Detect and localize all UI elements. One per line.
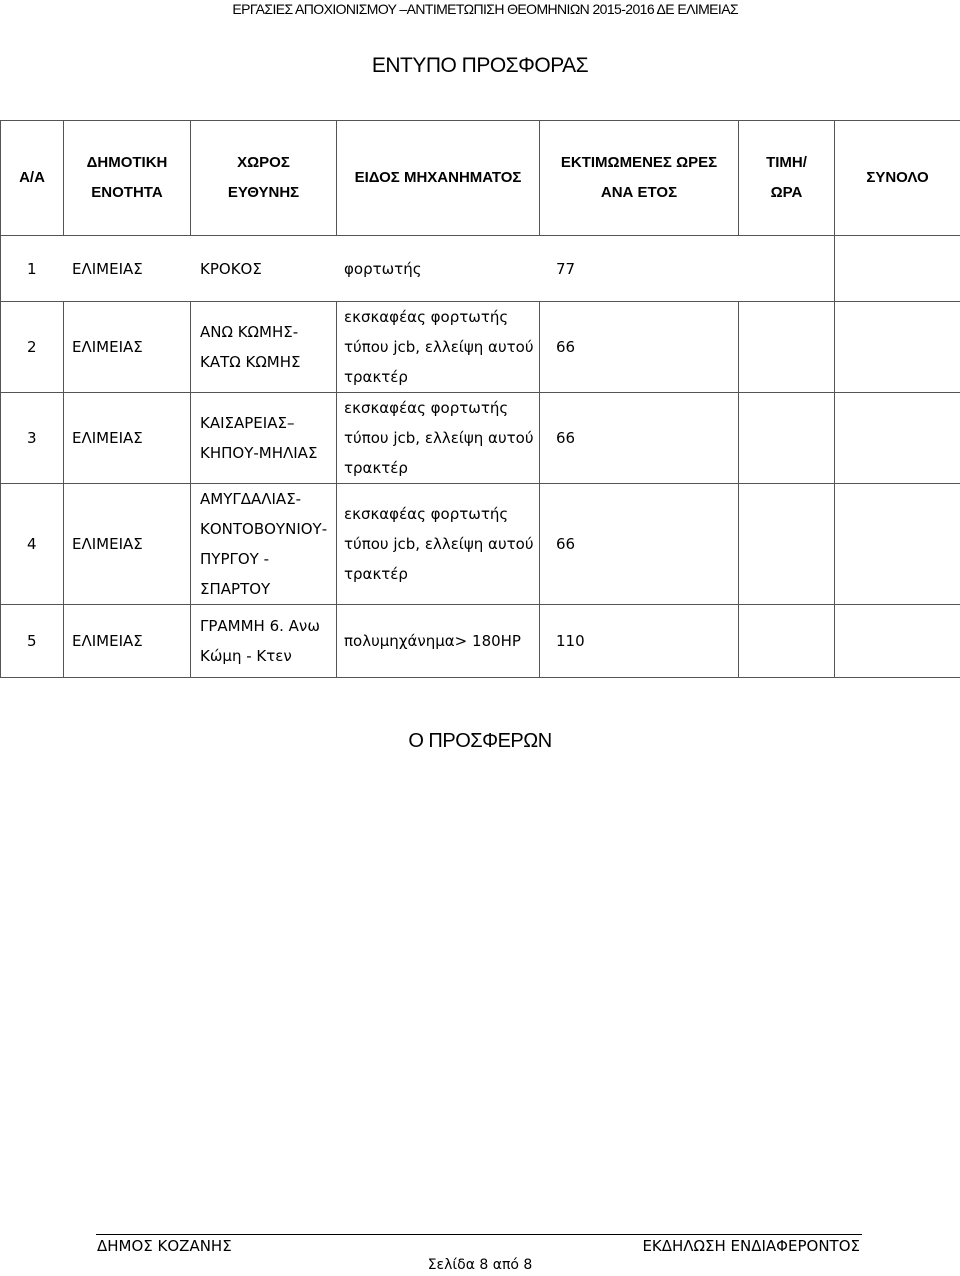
cell-price[interactable] xyxy=(739,605,835,678)
cell-total[interactable] xyxy=(835,236,960,302)
cell-area: ΑΜΥΓΔΑΛΙΑΣ- ΚΟΝΤΟΒΟΥΝΙΟΥ- ΠΥΡΓΟΥ - ΣΠΑΡΤΟΥ xyxy=(191,484,337,605)
offer-table xyxy=(0,120,960,678)
cell-price[interactable] xyxy=(739,236,835,302)
table-row xyxy=(1,236,960,302)
cell-hours: 66 xyxy=(540,484,739,605)
cell-machine: πολυμηχάνημα> 180HP xyxy=(337,605,540,678)
cell-area: ΚΡΟΚΟΣ xyxy=(191,236,337,302)
table-row xyxy=(1,484,960,605)
header-machine-type: ΕΙΔΟΣ ΜΗΧΑΝΗΜΑΤΟΣ xyxy=(337,121,540,236)
cell-area: ΓΡΑΜΜΗ 6. Ανω Κώμη - Κτεν xyxy=(191,605,337,678)
cell-no: 5 xyxy=(1,605,64,678)
table-row xyxy=(1,605,960,678)
cell-price[interactable] xyxy=(739,393,835,484)
table-row xyxy=(1,302,960,393)
cell-no: 1 xyxy=(1,236,64,302)
cell-hours: 110 xyxy=(540,605,739,678)
cell-area: ΑΝΩ ΚΩΜΗΣ- ΚΑΤΩ ΚΩΜΗΣ xyxy=(191,302,337,393)
cell-area: ΚΑΙΣΑΡΕΙΑΣ– ΚΗΠΟΥ-ΜΗΛΙΑΣ xyxy=(191,393,337,484)
header-estimated-hours: ΕΚΤΙΜΩΜΕΝΕΣ ΩΡΕΣ ΑΝΑ ΕΤΟΣ xyxy=(540,121,739,236)
table-header-row xyxy=(1,121,960,236)
header-area: ΧΩΡΟΣ ΕΥΘΥΝΗΣ xyxy=(191,121,337,236)
cell-no: 4 xyxy=(1,484,64,605)
header-total: ΣΥΝΟΛΟ xyxy=(835,121,960,236)
cell-total[interactable] xyxy=(835,484,960,605)
document-title: ΕΝΤΥΠΟ ΠΡΟΣΦΟΡΑΣ xyxy=(371,54,589,77)
header-no: Α/Α xyxy=(1,121,64,236)
footer-municipality: ΔΗΜΟΣ ΚΟΖΑΝΗΣ xyxy=(97,1237,232,1255)
cell-no: 2 xyxy=(1,302,64,393)
page-number: Σελίδα 8 από 8 xyxy=(427,1257,533,1273)
cell-hours: 66 xyxy=(540,393,739,484)
cell-hours: 66 xyxy=(540,302,739,393)
cell-hours: 77 xyxy=(540,236,739,302)
cell-machine: εκσκαφέας φορτωτής τύπου jcb, ελλείψη αυτού τρακτέρ xyxy=(337,302,540,393)
header-price-per-hour: ΤΙΜΗ/ ΩΡΑ xyxy=(739,121,835,236)
cell-price[interactable] xyxy=(739,302,835,393)
running-header-text: ΕΡΓΑΣΙΕΣ ΑΠΟΧΙΟΝΙΣΜΟΥ –ΑΝΤΙΜΕΤΩΠΙΣΗ ΘΕΟΜΗΝΙΩΝ 2015-2016 ΔΕ ΕΛΙΜΕΙΑΣ xyxy=(232,1,738,17)
cell-unit: ΕΛΙΜΕΙΑΣ xyxy=(64,236,191,302)
cell-unit: ΕΛΙΜΕΙΑΣ xyxy=(64,393,191,484)
cell-machine: εκσκαφέας φορτωτής τύπου jcb, ελλείψη αυτού τρακτέρ xyxy=(337,484,540,605)
cell-machine: φορτωτής xyxy=(337,236,540,302)
cell-total[interactable] xyxy=(835,605,960,678)
cell-unit: ΕΛΙΜΕΙΑΣ xyxy=(64,484,191,605)
table-row xyxy=(1,393,960,484)
cell-total[interactable] xyxy=(835,393,960,484)
cell-machine: εκσκαφέας φορτωτής τύπου jcb, ελλείψη αυτού τρακτέρ xyxy=(337,393,540,484)
cell-unit: ΕΛΙΜΕΙΑΣ xyxy=(64,302,191,393)
cell-price[interactable] xyxy=(739,484,835,605)
cell-unit: ΕΛΙΜΕΙΑΣ xyxy=(64,605,191,678)
footer-divider xyxy=(96,1234,862,1235)
signature-label: Ο ΠΡΟΣΦΕΡΩΝ xyxy=(408,730,552,752)
cell-no: 3 xyxy=(1,393,64,484)
footer-document-type: ΕΚΔΗΛΩΣΗ ΕΝΔΙΑΦΕΡΟΝΤΟΣ xyxy=(642,1237,860,1255)
cell-total[interactable] xyxy=(835,302,960,393)
header-municipal-unit: ΔΗΜΟΤΙΚΗ ΕΝΟΤΗΤΑ xyxy=(64,121,191,236)
